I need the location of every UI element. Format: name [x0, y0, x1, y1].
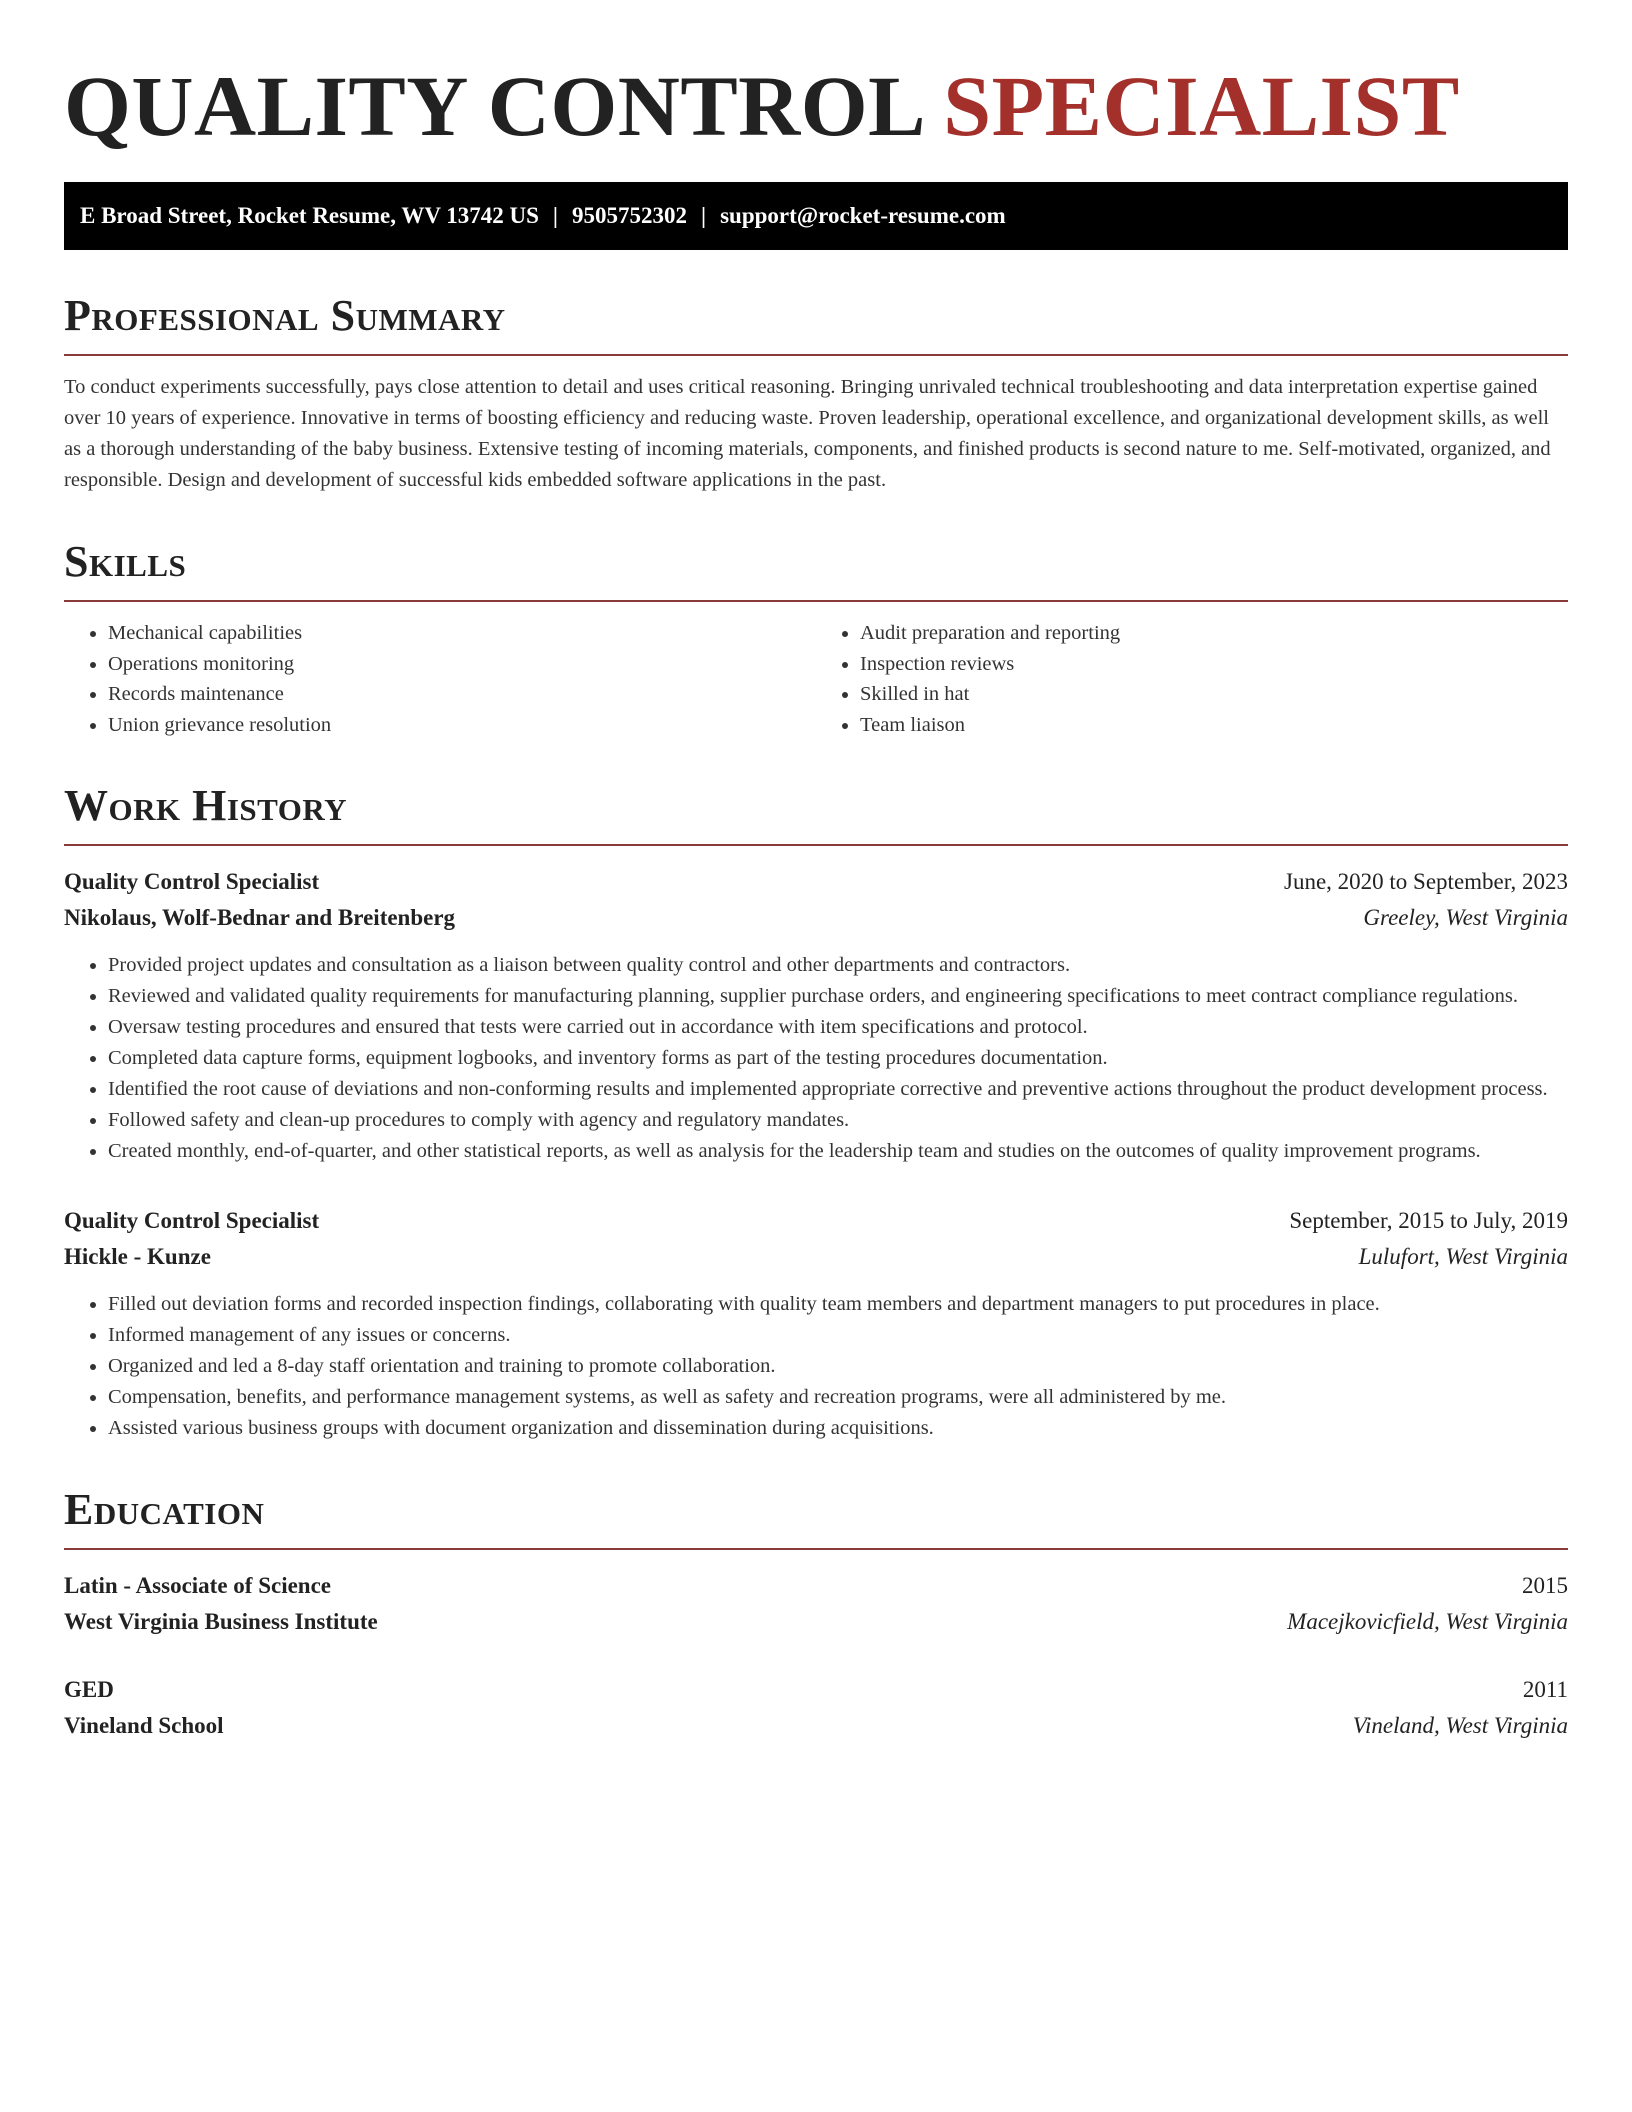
contact-phone: 9505752302: [572, 203, 687, 228]
job-bullet: • Provided project updates and consultation as a liaison between quality control and other departments and contractors.: [108, 950, 1568, 981]
job-dates: June, 2020 to September, 2023: [1284, 869, 1568, 894]
job-title-row: [64, 864, 1568, 900]
job-entry: [64, 1203, 1568, 1444]
education-degree: Latin - Associate of Science: [64, 1573, 332, 1598]
job-bullet: • Completed data capture forms, equipment logbooks, and inventory forms as part of the testing procedures documentation.: [108, 1043, 1568, 1074]
job-bullet: • Filled out deviation forms and recorded inspection findings, collaborating with quality team members and department managers to put procedures in place.: [108, 1289, 1568, 1320]
education-entry: [64, 1672, 1568, 1744]
job-bullet: • Created monthly, end-of-quarter, and other statistical reports, as well as analysis for the leadership team and studies on the outcomes of quality improvement programs.: [108, 1136, 1568, 1167]
job-bullet: • Reviewed and validated quality requirements for manufacturing planning, supplier purchase orders, and engineering specifications to meet contract compliance regulations.: [108, 981, 1568, 1012]
contact-email: support@rocket-resume.com: [720, 203, 1006, 228]
job-bullets: [64, 1289, 1568, 1444]
job-title: Quality Control Specialist: [64, 869, 320, 894]
education-school: West Virginia Business Institute: [64, 1609, 378, 1634]
job-bullet: • Identified the root cause of deviations and non-conforming results and implemented appropriate corrective and preventive actions throughout the product development process.: [108, 1074, 1568, 1105]
education-school: Vineland School: [64, 1713, 224, 1738]
job-title: Quality Control Specialist: [64, 1208, 320, 1233]
job-bullet: • Informed management of any issues or concerns.: [108, 1320, 1568, 1351]
title-first-part: QUALITY CONTROL: [64, 58, 922, 154]
job-bullets: [64, 950, 1568, 1167]
job-bullet: • Followed safety and clean-up procedures to comply with agency and regulatory mandates.: [108, 1105, 1568, 1136]
skill-item: • Union grievance resolution: [108, 710, 816, 741]
summary-section: [64, 290, 1568, 496]
job-location: Lulufort, West Virginia: [1358, 1244, 1568, 1269]
summary-text: To conduct experiments successfully, pays close attention to detail and uses critical reasoning. Bringing unrivaled technical troubleshooting and data interpretation expertise gained over 10 years of experience. Innovative in terms of boosting efficiency and reducing waste. Proven leadership, operational excellence, and organizational development skills, as well as a thorough understanding of the baby business. Extensive testing of incoming materials, components, and finished products is second nature to me. Self-motivated, organized, and responsible. Design and development of successful kids embedded software applications in the past.: [64, 376, 1551, 491]
skills-heading: Skills: [64, 536, 1568, 602]
skills-section: [64, 536, 1568, 740]
education-school-row: [64, 1708, 1568, 1744]
resume-title: [64, 0, 1568, 156]
skill-item: • Records maintenance: [108, 679, 816, 710]
skills-column-right: [816, 618, 1568, 740]
skills-grid: [64, 618, 1568, 740]
title-second-part: SPECIALIST: [943, 58, 1460, 154]
work-history-section: [64, 780, 1568, 1444]
job-title-row: [64, 1203, 1568, 1239]
contact-separator: |: [552, 203, 558, 228]
skill-item: • Team liaison: [860, 710, 1568, 741]
education-year: 2015: [1522, 1573, 1568, 1598]
job-bullet: • Organized and led a 8-day staff orientation and training to promote collaboration.: [108, 1351, 1568, 1382]
skill-item: • Skilled in hat: [860, 679, 1568, 710]
contact-address: E Broad Street, Rocket Resume, WV 13742 US: [80, 203, 539, 228]
skill-item: • Audit preparation and reporting: [860, 618, 1568, 649]
education-year: 2011: [1522, 1677, 1568, 1702]
job-bullet: • Oversaw testing procedures and ensured that tests were carried out in accordance with item specifications and protocol.: [108, 1012, 1568, 1043]
summary-heading: Professional Summary: [64, 290, 1568, 356]
job-bullet: • Assisted various business groups with document organization and dissemination during acquisitions.: [108, 1413, 1568, 1444]
education-section: [64, 1484, 1568, 1744]
education-degree-row: [64, 1568, 1568, 1604]
job-company-row: [64, 900, 1568, 936]
skill-item: • Operations monitoring: [108, 649, 816, 680]
skill-item: • Inspection reviews: [860, 649, 1568, 680]
education-degree: GED: [64, 1677, 114, 1702]
education-degree-row: [64, 1672, 1568, 1708]
education-entry: [64, 1568, 1568, 1640]
education-location: Vineland, West Virginia: [1352, 1713, 1568, 1738]
contact-separator: |: [701, 203, 707, 228]
skill-item: • Mechanical capabilities: [108, 618, 816, 649]
education-location: Macejkovicfield, West Virginia: [1287, 1609, 1568, 1634]
contact-bar: [64, 182, 1568, 250]
job-company-row: [64, 1239, 1568, 1275]
work-history-heading: Work History: [64, 780, 1568, 846]
job-bullet: • Compensation, benefits, and performance management systems, as well as safety and recreation programs, were all administered by me.: [108, 1382, 1568, 1413]
job-company: Hickle - Kunze: [64, 1244, 211, 1269]
job-entry: [64, 864, 1568, 1167]
job-location: Greeley, West Virginia: [1363, 905, 1568, 930]
education-heading: Education: [64, 1484, 1568, 1550]
skills-column-left: [64, 618, 816, 740]
education-school-row: [64, 1604, 1568, 1640]
job-dates: September, 2015 to July, 2019: [1289, 1208, 1568, 1233]
job-company: Nikolaus, Wolf-Bednar and Breitenberg: [64, 905, 456, 930]
